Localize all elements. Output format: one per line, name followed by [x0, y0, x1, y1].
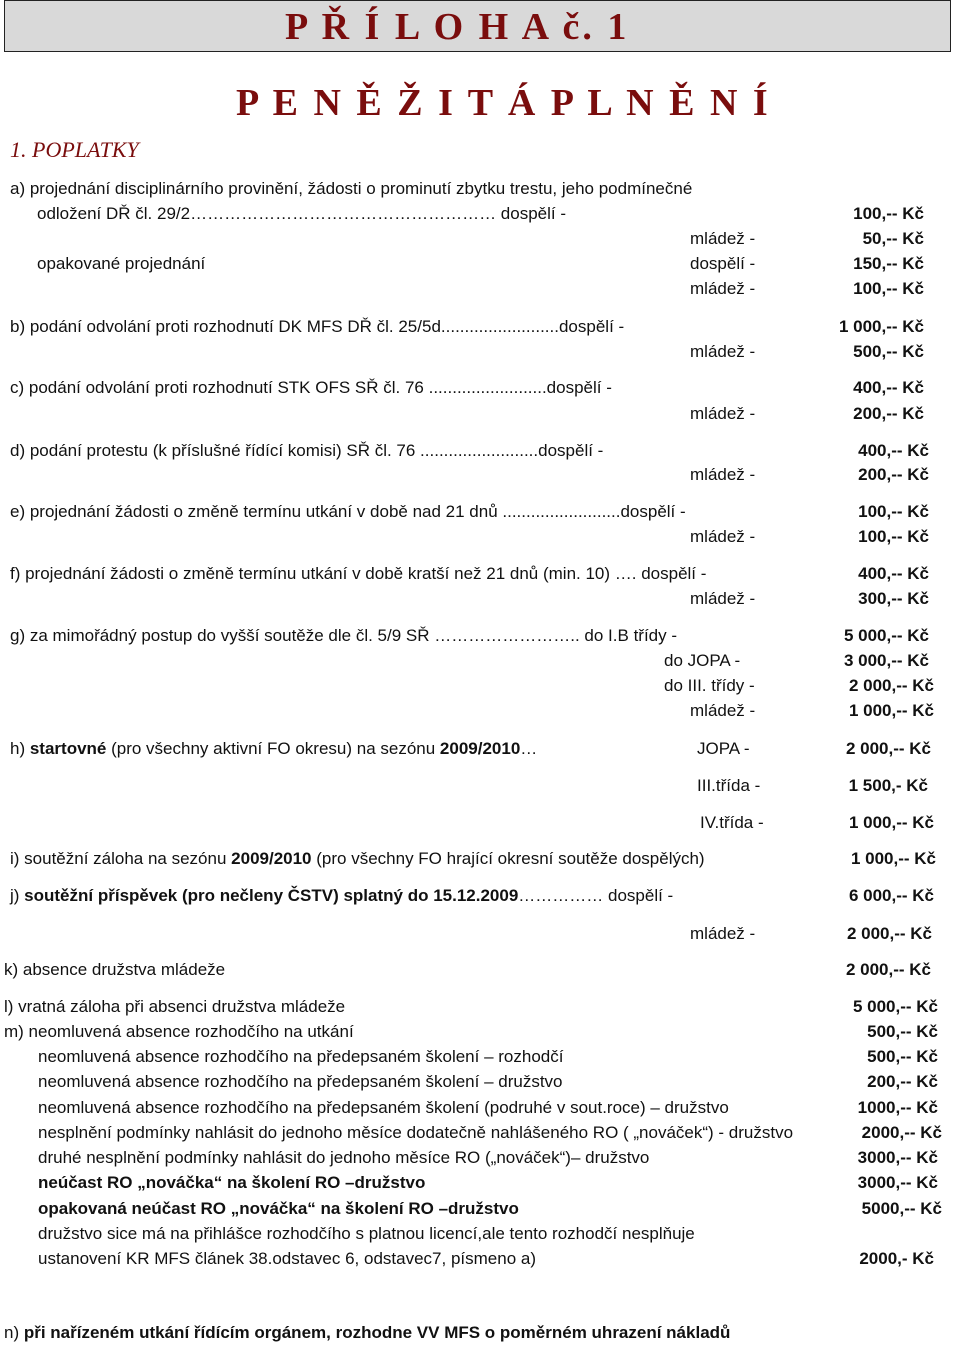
item-a-repeat-adult-amount: 150,-- Kč: [853, 254, 924, 273]
item-m2-label: neomluvená absence rozhodčího na předepsaném školení – družstvo: [38, 1072, 563, 1091]
item-h-iii-amount: 1 500,- Kč: [848, 776, 928, 795]
item-d-adult-amount: 400,-- Kč: [858, 441, 929, 460]
item-m2-amount: 200,-- Kč: [867, 1072, 938, 1091]
item-m8-line1: družstvo sice má na přihlášce rozhodčího s platnou licencí,ale tento rozhodčí nesplňuje: [38, 1224, 695, 1243]
item-a-repeat-adult-label: dospělí -: [690, 254, 756, 273]
item-a-adult-amount: 100,-- Kč: [853, 204, 924, 223]
item-h-iv-amount: 1 000,-- Kč: [848, 813, 934, 832]
item-c-label: c) podání odvolání proti rozhodnutí STK OFS SŘ čl. 76 .........................dospělí -: [10, 378, 612, 397]
item-c-adult-amount: 400,-- Kč: [853, 378, 924, 397]
item-j-youth-amount: 2 000,-- Kč: [846, 924, 932, 943]
item-k-label: k) absence družstva mládeže: [4, 960, 226, 979]
item-m3-label: neomluvená absence rozhodčího na předepsaném školení (podruhé v sout.roce) – družstvo: [38, 1098, 729, 1117]
item-b-adult-amount: 1 000,-- Kč: [838, 317, 924, 336]
item-g-youth-label: mládež -: [690, 701, 756, 720]
item-f-youth-label: mládež -: [690, 589, 756, 608]
item-h-iii-label: III.třída -: [697, 776, 761, 795]
item-i-amount: 1 000,-- Kč: [850, 849, 936, 868]
item-e-adult-amount: 100,-- Kč: [858, 502, 929, 521]
item-m7-label: opakovaná neúčast RO „nováčka“ na školení RO –družstvo: [38, 1199, 519, 1218]
item-c-youth-label: mládež -: [690, 404, 756, 423]
item-m1-label: neomluvená absence rozhodčího na předepsaném školení – rozhodčí: [38, 1047, 564, 1066]
item-g-jopa-label: do JOPA -: [664, 651, 741, 670]
item-m5-label: druhé nesplnění podmínky nahlásit do jednoho měsíce RO („nováček“)– družstvo: [38, 1148, 650, 1167]
item-m4-amount: 2000,-- Kč: [861, 1123, 942, 1142]
item-g-ib-amount: 5 000,-- Kč: [843, 626, 929, 645]
item-e-youth-amount: 100,-- Kč: [858, 527, 929, 546]
item-h-bold-startovne: startovné: [29, 739, 107, 758]
item-g-youth-amount: 1 000,-- Kč: [848, 701, 934, 720]
item-m-amount: 500,-- Kč: [867, 1022, 938, 1041]
item-m7-amount: 5000,-- Kč: [861, 1199, 942, 1218]
item-n-bold: při nařízeném utkání řídícím orgánem, rozhodne VV MFS o poměrném uhrazení nákladů: [23, 1323, 731, 1342]
item-j-label: j) soutěžní příspěvek (pro nečleny ČSTV) splatný do 15.12.2009…………… dospělí -: [10, 886, 674, 905]
item-f-youth-amount: 300,-- Kč: [858, 589, 929, 608]
item-h-bold-season: 2009/2010: [439, 739, 521, 758]
item-m3-amount: 1000,-- Kč: [857, 1098, 938, 1117]
item-m8-amount: 2000,- Kč: [859, 1249, 934, 1268]
item-l-amount: 5 000,-- Kč: [852, 997, 938, 1016]
item-c-youth-amount: 200,-- Kč: [853, 404, 924, 423]
item-m1-amount: 500,-- Kč: [867, 1047, 938, 1066]
item-a-repeat-youth-amount: 100,-- Kč: [853, 279, 924, 298]
section-heading: 1. POPLATKY: [10, 137, 139, 162]
item-m6-label: neúčast RO „nováčka“ na školení RO –družstvo: [38, 1173, 426, 1192]
item-m5-amount: 3000,-- Kč: [857, 1148, 938, 1167]
item-l-label: l) vratná záloha při absenci družstva mládeže: [4, 997, 346, 1016]
item-n-label: n) při nařízeném utkání řídícím orgánem, rozhodne VV MFS o poměrném uhrazení nákladů: [4, 1323, 731, 1342]
item-g-iii-label: do III. třídy -: [664, 676, 755, 695]
item-i-bold-season: 2009/2010: [231, 849, 312, 868]
item-h-jopa-label: JOPA -: [697, 739, 750, 758]
item-g-jopa-amount: 3 000,-- Kč: [843, 651, 929, 670]
item-d-youth-label: mládež -: [690, 465, 756, 484]
item-b-youth-label: mládež -: [690, 342, 756, 361]
item-d-youth-amount: 200,-- Kč: [858, 465, 929, 484]
item-h-iv-label: IV.třída -: [700, 813, 764, 832]
item-g-label: g) za mimořádný postup do vyšší soutěže dle čl. 5/9 SŘ …………………….. do I.B třídy -: [10, 626, 678, 645]
item-j-bold: soutěžní příspěvek (pro nečleny ČSTV) splatný do 15.12.2009: [24, 886, 519, 905]
item-m4-label: nesplnění podmínky nahlásit do jednoho měsíce dodatečně nahlášeného RO ( „nováček“) - družstvo: [38, 1123, 794, 1142]
item-b-youth-amount: 500,-- Kč: [853, 342, 924, 361]
item-i-label: i) soutěžní záloha na sezónu 2009/2010 (pro všechny FO hrající okresní soutěže dospělých): [10, 849, 705, 868]
item-b-label: b) podání odvolání proti rozhodnutí DK MFS DŘ čl. 25/5d.........................dospělí -: [10, 317, 625, 336]
item-a-youth-label: mládež -: [690, 229, 756, 248]
item-e-label: e) projednání žádosti o změně termínu utkání v době nad 21 dnů .........................dospělí -: [10, 502, 686, 521]
item-h-jopa-amount: 2 000,-- Kč: [845, 739, 931, 758]
item-g-iii-amount: 2 000,-- Kč: [848, 676, 934, 695]
item-a-line2: odložení DŘ čl. 29/2……………………………………………… dospělí -: [37, 204, 567, 223]
item-a-repeat-youth-label: mládež -: [690, 279, 756, 298]
item-k-amount: 2 000,-- Kč: [845, 960, 931, 979]
item-j-adult-amount: 6 000,-- Kč: [848, 886, 934, 905]
item-a-youth-amount: 50,-- Kč: [862, 229, 924, 248]
item-f-adult-amount: 400,-- Kč: [858, 564, 929, 583]
item-d-label: d) podání protestu (k příslušné řídící komisi) SŘ čl. 76 .........................dospělí -: [10, 441, 604, 460]
item-j-youth-label: mládež -: [690, 924, 756, 943]
item-f-label: f) projednání žádosti o změně termínu utkání v době kratší než 21 dnů (min. 10) …. dospělí -: [10, 564, 707, 583]
item-m-label: m) neomluvená absence rozhodčího na utkání: [4, 1022, 354, 1041]
item-m6-amount: 3000,-- Kč: [857, 1173, 938, 1192]
item-h-label: h) startovné (pro všechny aktivní FO okresu) na sezónu 2009/2010…: [10, 739, 538, 758]
item-a-repeat-label: opakované projednání: [37, 254, 206, 273]
item-e-youth-label: mládež -: [690, 527, 756, 546]
item-a-line1: a) projednání disciplinárního provinění, žádosti o prominutí zbytku trestu, jeho podmínečné: [10, 179, 693, 198]
item-m8-line2: ustanovení KR MFS článek 38.odstavec 6, odstavec7, písmeno a): [38, 1249, 536, 1268]
page-title: P Ř Í L O H A č. 1: [285, 6, 630, 48]
page-subtitle: P E N Ě Ž I T Á P L N Ě N Í: [236, 82, 771, 124]
